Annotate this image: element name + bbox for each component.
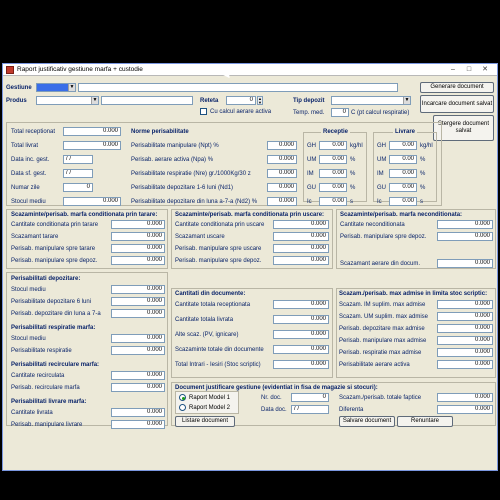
livrare-value: 0.00: [389, 197, 417, 206]
norme-row-label: Perisabilitate depozitare 1-6 luni (Nd1): [131, 185, 234, 191]
receptie-unit-label: %: [350, 185, 356, 191]
uscare-row-value: 0.000: [273, 244, 329, 253]
receptie-value: 0.00: [319, 141, 347, 150]
produs-label: Produs: [6, 98, 27, 104]
norme-row-value: 0.000: [267, 141, 297, 150]
raport-model2-radio[interactable]: [179, 404, 186, 411]
cantitati-row-label: Scazaminte totale din documente: [175, 347, 264, 353]
cu-calcul-checkbox[interactable]: [200, 108, 207, 115]
cantitati-row-label: Alte scaz. (PV, ignicare): [175, 332, 239, 338]
cantitati-row-label: Cantitate totala livrata: [175, 317, 234, 323]
livrare_per-title: Perisabilitati livrare marfa:: [11, 399, 87, 405]
necond-title: Scazaminte/perisab. marfa neconditionata:: [340, 212, 463, 218]
livrare-code-label: Ic: [377, 199, 382, 205]
livrare-code-label: IM: [377, 171, 384, 177]
tip-depozit-select[interactable]: [331, 96, 411, 105]
livrare_per-row-value: 0.000: [111, 420, 165, 429]
total-receptionat-label: Total receptionat: [11, 129, 56, 135]
scaz-faptice-value: 0.000: [437, 393, 493, 402]
report-window: [2, 63, 498, 471]
receptie-unit-label: s: [350, 199, 353, 205]
produs-name-field: [101, 96, 193, 105]
uscare-row-label: Perisab. manipulare spre uscare: [175, 246, 262, 252]
max-row-value: 0.000: [437, 300, 493, 309]
depozitare-row-value: 0.000: [111, 285, 165, 294]
data-sf-label: Data sf. gest.: [11, 171, 47, 177]
tarare-row-label: Perisab. manipulare spre depoz.: [11, 258, 98, 264]
maximize-button[interactable]: □: [466, 66, 472, 73]
renuntare-button[interactable]: Renuntare: [397, 416, 453, 427]
max-row-label: Perisab. depozitare max admise: [339, 326, 425, 332]
tip-depozit-label: Tip depozit: [293, 98, 325, 104]
depozitare-row-value: 0.000: [111, 309, 165, 318]
respiratie-row-value: 0.000: [111, 334, 165, 343]
norme-row-value: 0.000: [267, 197, 297, 206]
cantitati-row-label: Total Intrari - Iesiri (Stoc scriptic): [175, 362, 261, 368]
title-bar: [3, 64, 497, 76]
reteta-spinner[interactable]: ▲ ▼: [258, 96, 262, 105]
salvare-document-button[interactable]: Salvare document: [339, 416, 395, 427]
max-row-label: Perisabilitate aerare activa: [339, 362, 410, 368]
chevron-down-icon: ▼: [92, 97, 98, 103]
nr-doc-input[interactable]: 0: [291, 393, 329, 402]
aerare-label: Scazamant aerare din docum.: [340, 261, 421, 267]
cantitati-row-value: 0.000: [273, 300, 329, 309]
generare-document-button[interactable]: Generare document: [420, 82, 494, 93]
max-row-label: Scazam. IM suplim. max admise: [339, 302, 426, 308]
gestiune-name-field: [78, 83, 398, 92]
max-row-value: 0.000: [437, 324, 493, 333]
total-receptionat-value: 0.000: [63, 127, 121, 136]
total-livrat-value: 0.000: [63, 141, 121, 150]
data-doc-label: Data doc.: [261, 407, 287, 413]
uscare-row-label: Scazamant uscare: [175, 234, 225, 240]
norme-row-value: 0.000: [267, 183, 297, 192]
tarare-row-value: 0.000: [111, 244, 165, 253]
stocul-mediu-label: Stocul mediu: [11, 199, 46, 205]
app-icon: [6, 66, 14, 74]
livrare-value: 0.00: [389, 141, 417, 150]
recirculare-row-label: Perisab. recirculare marfa: [11, 385, 80, 391]
chevron-down-icon: ▼: [69, 84, 75, 90]
numar-zile-label: Numar zile: [11, 185, 40, 191]
receptie-value: 0.00: [319, 169, 347, 178]
raport-model1-radio[interactable]: [179, 394, 186, 401]
norme-row-label: Perisabilitate depozitare din luna a-7-a (Nd2) %: [131, 199, 258, 205]
tarare-row-value: 0.000: [111, 220, 165, 229]
aerare-value: 0.000: [437, 259, 493, 268]
receptie-value: 0.00: [319, 183, 347, 192]
tarare-row-label: Perisab. manipulare spre tarare: [11, 246, 96, 252]
recirculare-row-value: 0.000: [111, 383, 165, 392]
close-button[interactable]: ✕: [482, 66, 488, 73]
cantitati-title: Cantitati din documente:: [175, 291, 246, 297]
window-title: Raport justificativ gestiune marfa + custodie: [17, 66, 143, 73]
max-row-label: Perisab. respiratie max admise: [339, 350, 422, 356]
livrare-code-label: UM: [377, 157, 387, 163]
receptie-title: Receptie: [323, 129, 349, 135]
receptie-code-label: GH: [307, 143, 316, 149]
raport-model1-label: Raport Model 1: [189, 395, 231, 401]
cantitati-row-value: 0.000: [273, 315, 329, 324]
depozitare-title: Perisabilitati depozitare:: [11, 276, 81, 282]
tarare-row-value: 0.000: [111, 256, 165, 265]
livrare-value: 0.00: [389, 169, 417, 178]
max-row-value: 0.000: [437, 336, 493, 345]
receptie-code-label: IM: [307, 171, 314, 177]
norme-row-label: Perisabilitate respiratie (Nre) gr./1000Kg/30 z: [131, 171, 251, 177]
livrare-code-label: GH: [377, 143, 386, 149]
produs-select[interactable]: [36, 96, 99, 105]
norme-row-label: Perisabilitate manipulare (Npt) %: [131, 143, 219, 149]
livrare_per-row-label: Cantitate livrata: [11, 410, 53, 416]
tarare-row-label: Scazamant tarare: [11, 234, 59, 240]
livrare-unit-label: %: [420, 157, 426, 163]
chevron-down-icon: ▼: [404, 97, 410, 103]
depozitare-row-label: Perisab. depozitare din luna a 7-a: [11, 311, 101, 317]
receptie-unit-label: kg/hl: [350, 143, 363, 149]
reteta-label: Reteta: [200, 98, 219, 104]
receptie-value: 0.00: [319, 197, 347, 206]
temp-label: Temp. med.: [293, 110, 325, 116]
necond-row-value: 0.000: [437, 232, 493, 241]
cu-calcul-label: Cu calcul aerare activa: [210, 109, 272, 115]
receptie-unit-label: %: [350, 171, 356, 177]
temp-note: C (pt calcul respiratie): [351, 110, 410, 116]
uscare-title: Scazaminte/perisab. marfa conditionata prin uscare:: [175, 212, 325, 218]
necond-row-value: 0.000: [437, 220, 493, 229]
livrare_per-row-value: 0.000: [111, 408, 165, 417]
cantitati-row-value: 0.000: [273, 330, 329, 339]
cantitati-row-value: 0.000: [273, 360, 329, 369]
max-title: Scazam./perisab. max admise in limita stoc scriptic:: [339, 291, 488, 297]
depozitare-row-label: Stocul mediu: [11, 287, 46, 293]
reteta-input[interactable]: 0: [226, 96, 256, 105]
livrare-unit-label: %: [420, 171, 426, 177]
livrare-unit-label: s: [420, 199, 423, 205]
cantitati-row-value: 0.000: [273, 345, 329, 354]
respiratie-title: Perisabilitati respiratie marfa:: [11, 325, 96, 331]
tarare-row-value: 0.000: [111, 232, 165, 241]
data-sf-input[interactable]: / /: [63, 169, 93, 178]
livrare-value: 0.00: [389, 183, 417, 192]
incarcare-document-button[interactable]: Incarcare document salvat: [420, 95, 494, 113]
tarare-row-label: Cantitate conditionata prin tarare: [11, 222, 99, 228]
uscare-row-value: 0.000: [273, 220, 329, 229]
norme-title: Norme perisabilitate: [131, 129, 189, 135]
depozitare-row-label: Perisabilitate depozitare 6 luni: [11, 299, 92, 305]
max-row-value: 0.000: [437, 360, 493, 369]
livrare-title: Livrare: [395, 129, 416, 135]
livrare-unit-label: %: [420, 185, 426, 191]
norme-row-value: 0.000: [267, 169, 297, 178]
necond-row-label: Perisab. manipulare spre depoz.: [340, 234, 427, 240]
listare-document-button[interactable]: Listare document: [175, 416, 235, 427]
norme-row-value: 0.000: [267, 155, 297, 164]
stocul-mediu-value: 0.000: [63, 197, 121, 206]
receptie-code-label: GU: [307, 185, 316, 191]
receptie-code-label: Ic: [307, 199, 312, 205]
uscare-row-value: 0.000: [273, 256, 329, 265]
recirculare-title: Perisabilitati recirculare marfa:: [11, 362, 100, 368]
uscare-row-label: Perisab. manipulare spre depoz.: [175, 258, 262, 264]
scaz-faptice-label: Scazam./perisab. totale faptice: [339, 395, 422, 401]
receptie-unit-label: %: [350, 157, 356, 163]
livrare-value: 0.00: [389, 155, 417, 164]
diferenta-label: Diferenta: [339, 407, 364, 413]
respiratie-row-label: Perisabilitate respiratie: [11, 348, 72, 354]
respiratie-row-value: 0.000: [111, 346, 165, 355]
norme-row-label: Perisab. aerare activa (Npa) %: [131, 157, 214, 163]
data-inc-input[interactable]: / /: [63, 155, 93, 164]
recirculare-row-value: 0.000: [111, 371, 165, 380]
livrare_per-row-label: Perisab. manipulare livrare: [11, 422, 83, 428]
recirculare-row-label: Cantitate recirculata: [11, 373, 65, 379]
nr-doc-label: Nr. doc.: [261, 395, 282, 401]
diferenta-value: 0.000: [437, 405, 493, 414]
total-livrat-label: Total livrat: [11, 143, 39, 149]
depozitare-row-value: 0.000: [111, 297, 165, 306]
receptie-code-label: UM: [307, 157, 317, 163]
uscare-row-value: 0.000: [273, 232, 329, 241]
minimize-button[interactable]: –: [451, 66, 455, 73]
uscare-row-label: Cantitate conditionata prin uscare: [175, 222, 265, 228]
receptie-value: 0.00: [319, 155, 347, 164]
data-inc-label: Data inc. gest.: [11, 157, 50, 163]
doc-title: Document justificare gestiune (evidentiat in fisa de magazie si stocuri):: [175, 385, 378, 391]
max-row-value: 0.000: [437, 348, 493, 357]
max-row-label: Scazam. UM suplim. max admise: [339, 314, 429, 320]
necond-row-label: Cantitate neconditionata: [340, 222, 405, 228]
cantitati-row-label: Cantitate totala receptionata: [175, 302, 251, 308]
livrare-unit-label: kg/hl: [420, 143, 433, 149]
gestiune-label: Gestiune: [6, 85, 32, 91]
max-row-value: 0.000: [437, 312, 493, 321]
temp-input[interactable]: 0: [331, 108, 349, 117]
raport-model2-label: Raport Model 2: [189, 405, 231, 411]
max-row-label: Perisab. manipulare max admise: [339, 338, 427, 344]
numar-zile-value: 0: [63, 183, 93, 192]
gestiune-select[interactable]: [36, 83, 76, 92]
data-doc-input[interactable]: / /: [291, 405, 329, 414]
tarare-title: Scazaminte/perisab. marfa conditionata prin tarare:: [11, 212, 158, 218]
stergere-document-button[interactable]: Stergere document salvat: [433, 115, 494, 141]
livrare-code-label: GU: [377, 185, 386, 191]
respiratie-row-label: Stocul mediu: [11, 336, 46, 342]
